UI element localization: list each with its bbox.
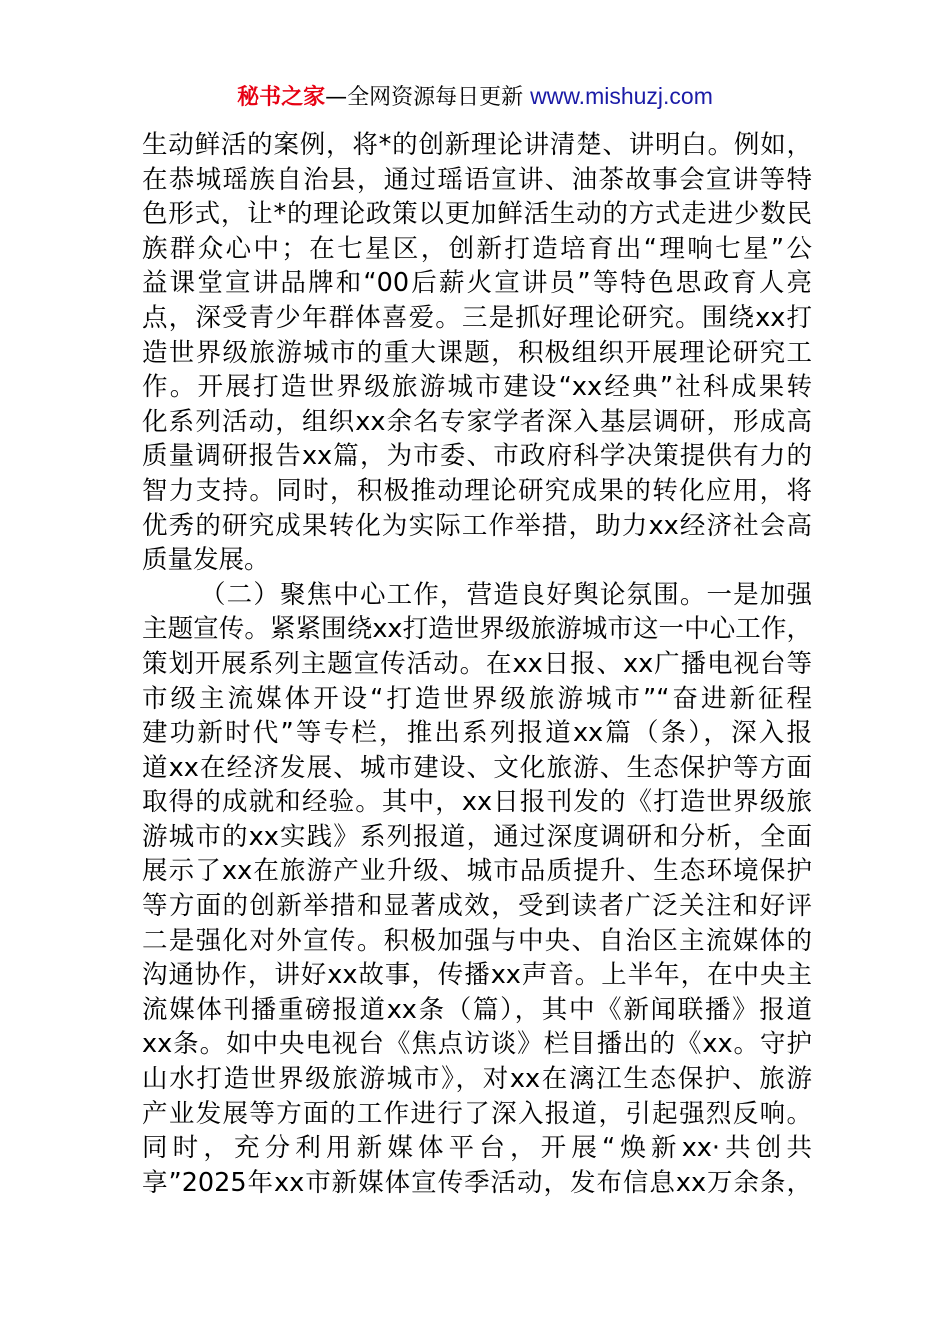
brand-name: 秘书之家 xyxy=(237,85,326,110)
text-line: 色形式，让*的理论政策以更加鲜活生动的方式走进少数民 xyxy=(142,199,812,230)
text-line: 展示了xx在旅游产业升级、城市品质提升、生态环境保护 xyxy=(142,856,812,887)
watermark-header xyxy=(0,80,950,114)
text-line: 二是强化对外宣传。积极加强与中央、自治区主流媒体的 xyxy=(142,925,812,956)
section-heading-line: （二）聚焦中心工作，营造良好舆论氛围。一是加强 xyxy=(200,579,812,610)
text-line: 流媒体刊播重磅报道xx条（篇），其中《新闻联播》报道 xyxy=(142,994,812,1025)
text-line: 主题宣传。紧紧围绕xx打造世界级旅游城市这一中心工作， xyxy=(142,614,812,645)
text-line: 化系列活动，组织xx余名专家学者深入基层调研，形成高 xyxy=(142,406,812,437)
text-line: 沟通协作，讲好xx故事，传播xx声音。上半年，在中央主 xyxy=(142,960,812,991)
text-line: 产业发展等方面的工作进行了深入报道，引起强烈反响。 xyxy=(142,1098,812,1129)
text-line: 享”2025年xx市新媒体宣传季活动，发布信息xx万余条， xyxy=(142,1167,812,1198)
text-line: 益课堂宣讲品牌和“00后薪火宣讲员”等特色思政育人亮 xyxy=(142,268,812,299)
text-line: 等方面的创新举措和显著成效，受到读者广泛关注和好评 xyxy=(142,891,812,922)
text-line: 族群众心中；在七星区，创新打造培育出“理响七星”公 xyxy=(142,233,812,264)
text-line: 游城市的xx实践》系列报道，通过深度调研和分析，全面 xyxy=(142,821,812,852)
site-url-link[interactable]: www.mishuzj.com xyxy=(530,83,713,109)
document-body xyxy=(142,128,812,1200)
text-line: 智力支持。同时，积极推动理论研究成果的转化应用，将 xyxy=(142,475,812,506)
text-line: 市级主流媒体开设“打造世界级旅游城市”“奋进新征程 xyxy=(142,683,812,714)
text-line: 优秀的研究成果转化为实际工作举措，助力xx经济社会高 xyxy=(142,510,812,541)
text-line: xx条。如中央电视台《焦点访谈》栏目播出的《xx。守护 xyxy=(142,1029,812,1060)
text-line: 建功新时代”等专栏，推出系列报道xx篇（条），深入报 xyxy=(142,718,812,749)
text-line: 取得的成就和经验。其中，xx日报刊发的《打造世界级旅 xyxy=(142,787,812,818)
text-line: 山水打造世界级旅游城市》，对xx在漓江生态保护、旅游 xyxy=(142,1064,812,1095)
text-line: 质量发展。 xyxy=(142,545,270,576)
text-line: 质量调研报告xx篇，为市委、市政府科学决策提供有力的 xyxy=(142,441,812,472)
text-line: 生动鲜活的案例，将*的创新理论讲清楚、讲明白。例如， xyxy=(142,130,812,160)
header-tagline: —全网资源每日更新 xyxy=(325,85,524,110)
text-line: 策划开展系列主题宣传活动。在xx日报、xx广播电视台等 xyxy=(142,648,812,679)
text-line: 点，深受青少年群体喜爱。三是抓好理论研究。围绕xx打 xyxy=(142,302,812,333)
text-line: 道xx在经济发展、城市建设、文化旅游、生态保护等方面 xyxy=(142,752,812,783)
text-line: 同时，充分利用新媒体平台，开展“焕新xx·共创共 xyxy=(142,1133,812,1164)
text-line: 作。开展打造世界级旅游城市建设“xx经典”社科成果转 xyxy=(142,372,812,403)
text-line: 在恭城瑶族自治县，通过瑶语宣讲、油茶故事会宣讲等特 xyxy=(142,164,812,195)
text-line: 造世界级旅游城市的重大课题，积极组织开展理论研究工 xyxy=(142,337,812,368)
